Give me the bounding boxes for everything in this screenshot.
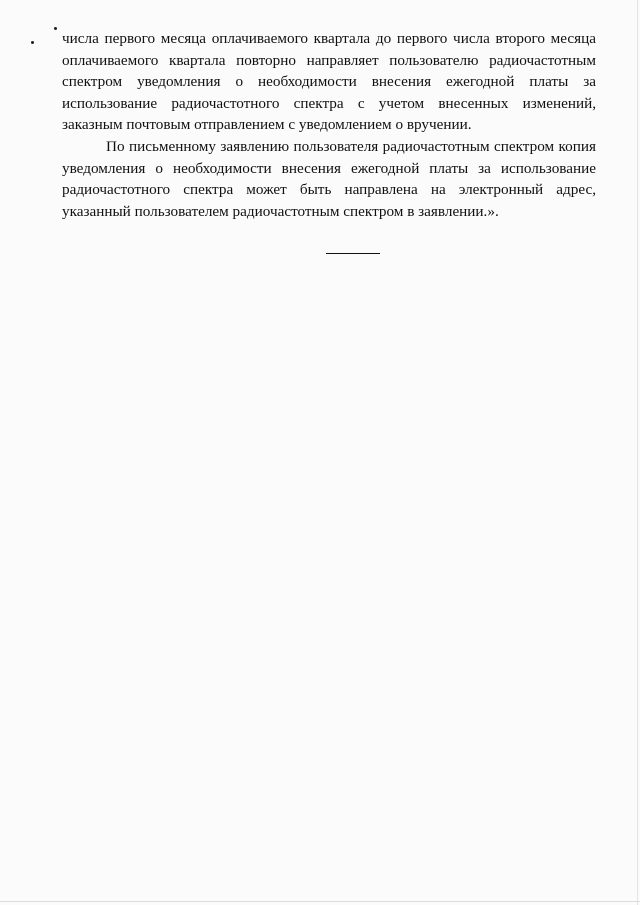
paragraph-continuation: числа первого месяца оплачиваемого квартала до первого числа второго месяца оплачиваемого квартала повторно направляет пользователю радиочастотным спектром уведомления о необходимости внесения ежегодной платы за использование радиочастотного спектра с учетом внесенных изменений, заказным почтовым отправлением с уведомлением о вручении.	[62, 30, 596, 134]
scan-speck	[31, 41, 34, 44]
page-edge	[0, 901, 640, 902]
end-separator-line	[326, 253, 380, 254]
scan-speck	[54, 27, 57, 30]
page-edge	[637, 0, 638, 905]
document-body	[62, 28, 596, 222]
paragraph-email-copy: По письменному заявлению пользователя радиочастотным спектром копия уведомления о необходимости внесения ежегодной платы за использование радиочастотного спектра может быть направлена на электронный адрес, указанный пользователем радиочастотным спектром в заявлении.».	[62, 137, 596, 220]
